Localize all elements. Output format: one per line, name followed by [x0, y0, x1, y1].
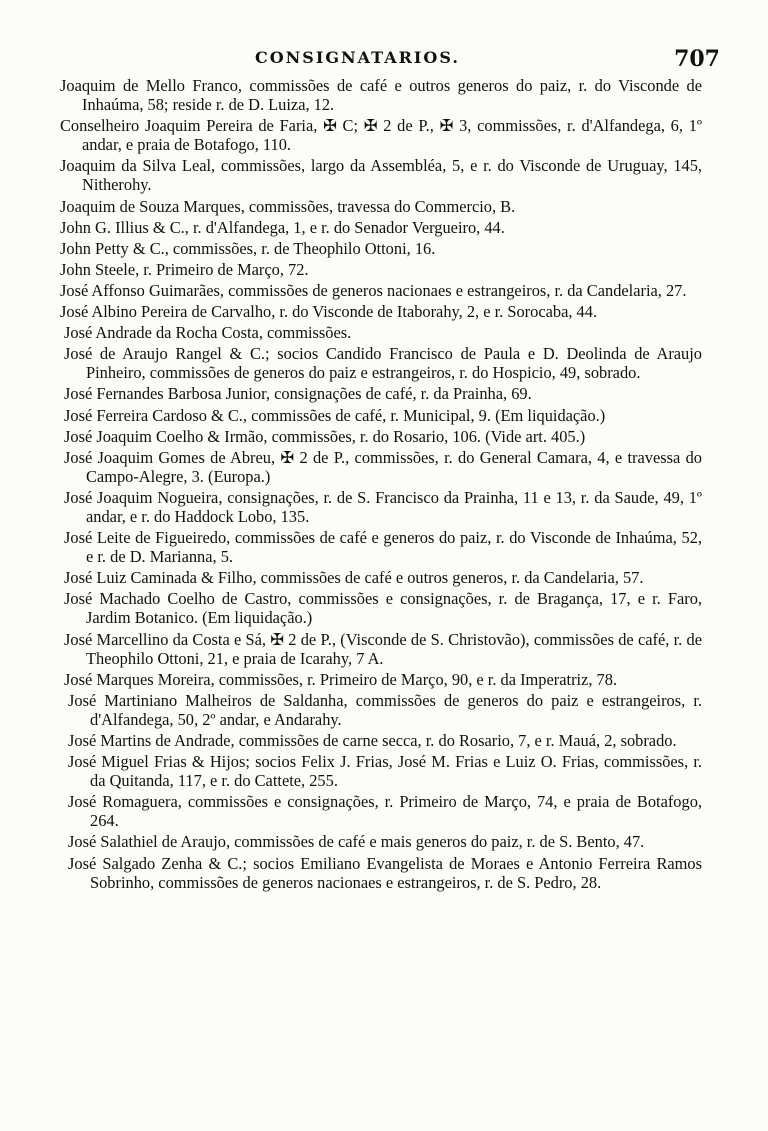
entry-jose-salathiel-de-araujo: José Salathiel de Araujo, commissões de café e mais generos do paiz, r. de S. Bento, 47.	[68, 832, 645, 852]
running-title: CONSIGNATARIOS.	[255, 48, 460, 67]
entry-jose-joaquim-gomes-de-abreu: José Joaquim Gomes de Abreu, ✠ 2 de P., commissões, r. do General Camara, 4, e travessa do Campo-Alegre, 3. (Europa.)	[64, 447, 702, 486]
entry-john-g-illius: John G. Illius & C., r. d'Alfandega, 1, e r. do Senador Vergueiro, 44.	[60, 217, 505, 237]
entry-jose-romaguera: José Romaguera, commissões e consignações, r. Primeiro de Março, 74, e praia de Botafogo, 264.	[68, 792, 702, 831]
entry-jose-marques-moreira: José Marques Moreira, commissões, r. Primeiro de Março, 90, e r. da Imperatriz, 78.	[64, 669, 618, 689]
entry-joaquim-de-souza-marques: Joaquim de Souza Marques, commissões, travessa do Commercio, B.	[60, 196, 516, 216]
entry-jose-affonso-guimaraes: José Affonso Guimarães, commissões de generos nacionaes e estrangeiros, r. da Candelaria, 27.	[60, 280, 687, 300]
entry-joaquim-pereira-de-faria: Conselheiro Joaquim Pereira de Faria, ✠ C; ✠ 2 de P., ✠ 3, commissões, r. d'Alfandega, 6, 1º andar, e praia de Botafogo, 110.	[60, 116, 702, 155]
entry-jose-andrade-da-rocha-costa: José Andrade da Rocha Costa, commissões.	[64, 323, 352, 343]
entry-jose-albino-pereira-de-carvalho: José Albino Pereira de Carvalho, r. do Visconde de Itaborahy, 2, e r. Sorocaba, 44.	[60, 302, 598, 322]
page-number: 707	[674, 46, 720, 72]
entry-jose-de-araujo-rangel: José de Araujo Rangel & C.; socios Candido Francisco de Paula e D. Deolinda de Araujo Pinheiro, commissões de generos do paiz e estrangeiros, r. do Hospicio, 49, sobrado.	[64, 344, 702, 383]
entry-list	[60, 76, 702, 894]
entry-jose-luiz-caminada: José Luiz Caminada & Filho, commissões de café e outros generos, r. da Candelaria, 57.	[64, 568, 644, 588]
entry-jose-machado-coelho-de-castro: José Machado Coelho de Castro, commissões e consignações, r. de Bragança, 17, e r. Faro, Jardim Botanico. (Em liquidação.)	[64, 589, 702, 628]
entry-joaquim-de-mello-franco: Joaquim de Mello Franco, commissões de café e outros generos do paiz, r. do Visconde de Inhaúma, 58; reside r. de D. Luiza, 12.	[60, 76, 702, 115]
entry-jose-leite-de-figueiredo: José Leite de Figueiredo, commissões de café e generos do paiz, r. do Visconde de Inhaúma, 52, e r. de D. Marianna, 5.	[64, 528, 702, 567]
entry-jose-fernandes-barbosa-junior: José Fernandes Barbosa Junior, consignações de café, r. da Prainha, 69.	[64, 384, 532, 404]
page-header	[60, 44, 720, 72]
entry-jose-joaquim-nogueira: José Joaquim Nogueira, consignações, r. de S. Francisco da Prainha, 11 e 13, r. da Saude, 49, 1º andar, e r. do Haddock Lobo, 135.	[64, 487, 702, 526]
entry-jose-marcellino-da-costa-e-sa: José Marcellino da Costa e Sá, ✠ 2 de P., (Visconde de S. Christovão), commissões de café, r. de Theophilo Ottoni, 21, e praia de Icarahy, 7 A.	[64, 629, 702, 668]
entry-jose-joaquim-coelho: José Joaquim Coelho & Irmão, commissões, r. do Rosario, 106. (Vide art. 405.)	[64, 426, 586, 446]
entry-john-steele: John Steele, r. Primeiro de Março, 72.	[60, 259, 309, 279]
entry-joaquim-da-silva-leal: Joaquim da Silva Leal, commissões, largo da Assembléa, 5, e r. do Visconde de Uruguay, 145, Nitherohy.	[60, 156, 702, 195]
entry-jose-salgado-zenha: José Salgado Zenha & C.; socios Emiliano Evangelista de Moraes e Antonio Ferreira Ramos Sobrinho, commissões de generos nacionaes e estrangeiros, r. de S. Pedro, 28.	[68, 853, 702, 892]
entry-jose-martins-de-andrade: José Martins de Andrade, commissões de carne secca, r. do Rosario, 7, e r. Mauá, 2, sobrado.	[68, 731, 677, 750]
entry-jose-martiniano-malheiros: José Martiniano Malheiros de Saldanha, commissões de generos do paiz e estrangeiros, r. d'Alfandega, 50, 2º andar, e Andarahy.	[68, 690, 702, 729]
entry-john-petty: John Petty & C., commissões, r. de Theophilo Ottoni, 16.	[60, 238, 436, 258]
entry-jose-ferreira-cardoso: José Ferreira Cardoso & C., commissões de café, r. Municipal, 9. (Em liquidação.)	[64, 405, 606, 425]
entry-jose-miguel-frias: José Miguel Frias & Hijos; socios Felix J. Frias, José M. Frias e Luiz O. Frias, commissões, r. da Quitanda, 117, e r. do Cattete, 255.	[68, 752, 702, 791]
